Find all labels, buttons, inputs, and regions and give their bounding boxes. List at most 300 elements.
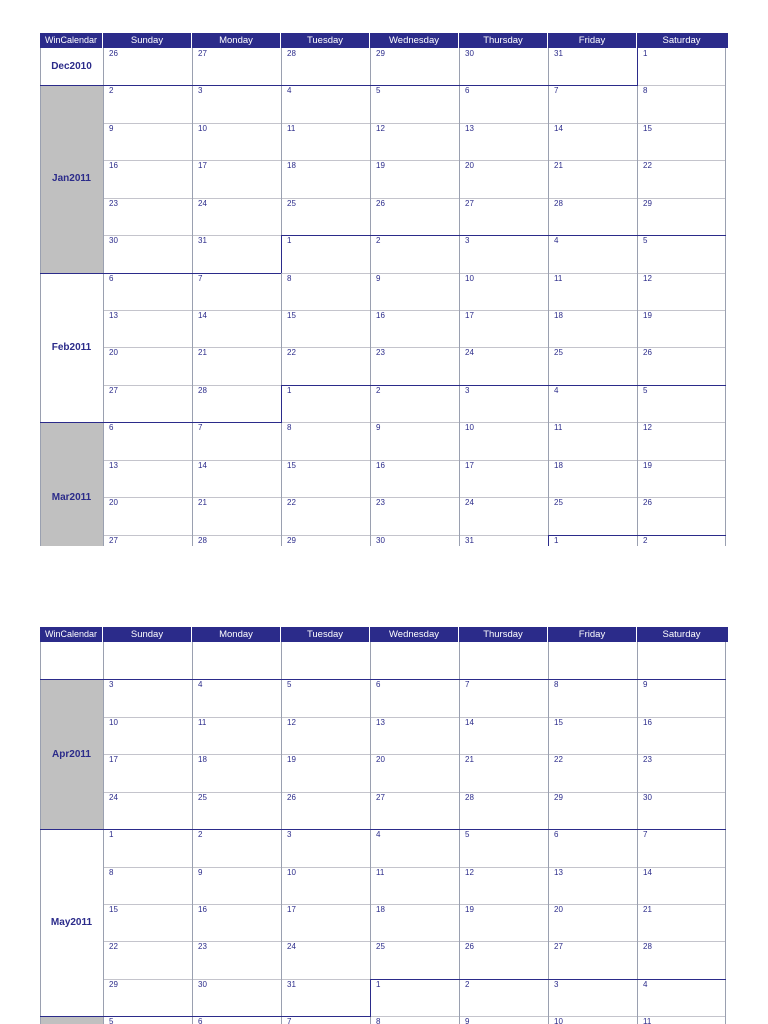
day-cell[interactable] [103, 160, 192, 197]
day-number: 10 [554, 1017, 563, 1024]
day-number: 31 [198, 236, 207, 246]
day-cell[interactable] [103, 979, 192, 1016]
row-divider [103, 754, 726, 755]
day-cell[interactable] [192, 829, 281, 866]
day-cell[interactable] [370, 310, 459, 347]
day-cell[interactable] [459, 235, 548, 272]
day-cell[interactable] [281, 198, 370, 235]
day-number: 15 [643, 123, 652, 133]
day-cell[interactable] [281, 347, 370, 384]
day-number: 10 [287, 867, 296, 877]
day-cell[interactable] [192, 979, 281, 1016]
day-number: 16 [643, 717, 652, 727]
day-cell[interactable] [103, 829, 192, 866]
day-cell[interactable] [637, 717, 726, 754]
calendar-block-1 [40, 33, 728, 546]
day-cell[interactable] [459, 867, 548, 904]
day-number: 15 [287, 311, 296, 320]
day-number: 12 [465, 867, 474, 877]
day-number: 29 [287, 535, 296, 545]
day-cell[interactable] [103, 422, 192, 459]
day-cell[interactable] [103, 198, 192, 235]
day-cell[interactable] [548, 829, 637, 866]
day-cell[interactable] [281, 904, 370, 941]
day-cell[interactable] [637, 273, 726, 310]
day-number: 2 [376, 236, 381, 246]
day-cell[interactable] [637, 535, 726, 546]
day-number: 8 [554, 680, 559, 690]
month-boundary [459, 385, 548, 386]
day-number: 3 [109, 680, 114, 690]
day-cell[interactable] [192, 347, 281, 384]
day-header-sunday: Sunday [103, 627, 192, 642]
day-cell[interactable] [370, 422, 459, 459]
day-cell[interactable] [548, 497, 637, 534]
day-number: 19 [376, 161, 385, 171]
day-cell[interactable] [370, 829, 459, 866]
day-number: 2 [376, 385, 381, 395]
day-cell[interactable] [192, 535, 281, 546]
day-cell[interactable] [103, 642, 192, 679]
day-header-monday: Monday [192, 33, 281, 48]
day-cell[interactable] [637, 347, 726, 384]
day-cell[interactable] [637, 941, 726, 978]
day-number: 10 [465, 423, 474, 433]
day-cell[interactable] [548, 347, 637, 384]
day-cell[interactable] [459, 123, 548, 160]
day-number: 12 [287, 717, 296, 727]
day-cell[interactable] [370, 979, 459, 1016]
day-cell[interactable] [192, 941, 281, 978]
day-cell[interactable] [281, 829, 370, 866]
day-cell[interactable] [459, 497, 548, 534]
day-header-monday: Monday [192, 627, 281, 642]
day-cell[interactable] [459, 679, 548, 716]
day-header-thursday: Thursday [459, 627, 548, 642]
day-number: 22 [109, 942, 118, 952]
day-cell[interactable] [103, 48, 192, 85]
day-cell[interactable] [548, 310, 637, 347]
day-cell[interactable] [459, 979, 548, 1016]
column-divider [192, 642, 193, 1024]
day-number: 27 [109, 535, 118, 545]
day-number: 12 [376, 123, 385, 133]
day-cell[interactable] [459, 642, 548, 679]
month-boundary [192, 85, 281, 86]
day-cell[interactable] [459, 85, 548, 122]
month-boundary [40, 273, 103, 274]
day-cell[interactable] [103, 460, 192, 497]
day-cell[interactable] [459, 904, 548, 941]
day-cell[interactable] [281, 941, 370, 978]
day-cell[interactable] [370, 235, 459, 272]
month-label: May2011 [40, 829, 103, 1016]
day-header-wednesday: Wednesday [370, 33, 459, 48]
day-cell[interactable] [192, 273, 281, 310]
day-cell[interactable] [281, 160, 370, 197]
day-cell[interactable] [637, 1016, 726, 1024]
day-cell[interactable] [637, 979, 726, 1016]
month-boundary [637, 535, 726, 536]
day-cell[interactable] [281, 422, 370, 459]
day-cell[interactable] [192, 792, 281, 829]
day-cell[interactable] [192, 754, 281, 791]
day-number: 21 [643, 905, 652, 914]
day-number: 28 [465, 792, 474, 802]
day-cell[interactable] [459, 941, 548, 978]
day-cell[interactable] [637, 385, 726, 422]
day-cell[interactable] [459, 198, 548, 235]
day-cell[interactable] [548, 123, 637, 160]
month-boundary [370, 979, 459, 980]
day-cell[interactable] [370, 754, 459, 791]
day-cell[interactable] [459, 792, 548, 829]
month-boundary [637, 829, 726, 830]
day-cell[interactable] [459, 422, 548, 459]
day-number: 9 [643, 680, 648, 690]
day-cell[interactable] [103, 717, 192, 754]
day-cell[interactable] [192, 717, 281, 754]
day-number: 6 [465, 86, 470, 96]
month-boundary [281, 679, 370, 680]
day-cell[interactable] [637, 198, 726, 235]
month-boundary [459, 679, 548, 680]
day-cell[interactable] [637, 160, 726, 197]
day-cell[interactable] [103, 347, 192, 384]
day-header-wednesday: Wednesday [370, 627, 459, 642]
month-boundary [370, 385, 459, 386]
month-boundary [548, 235, 637, 236]
day-cell[interactable] [459, 1016, 548, 1024]
day-cell[interactable] [192, 422, 281, 459]
day-cell[interactable] [192, 497, 281, 534]
day-cell[interactable] [103, 1016, 192, 1024]
day-number: 2 [465, 979, 470, 989]
day-cell[interactable] [370, 535, 459, 546]
day-cell[interactable] [281, 48, 370, 85]
day-cell[interactable] [370, 160, 459, 197]
day-cell[interactable] [192, 867, 281, 904]
day-number: 31 [465, 535, 474, 545]
month-boundary [637, 679, 726, 680]
day-cell[interactable] [281, 85, 370, 122]
day-cell[interactable] [103, 123, 192, 160]
month-boundary [281, 235, 282, 273]
day-number: 15 [109, 905, 118, 914]
day-cell[interactable] [103, 235, 192, 272]
day-cell[interactable] [103, 497, 192, 534]
month-boundary [548, 829, 637, 830]
day-cell[interactable] [192, 460, 281, 497]
day-number: 4 [554, 385, 559, 395]
day-cell[interactable] [281, 867, 370, 904]
day-cell[interactable] [370, 198, 459, 235]
day-cell[interactable] [637, 829, 726, 866]
day-number: 29 [376, 49, 385, 58]
day-cell[interactable] [370, 1016, 459, 1024]
day-number: 7 [554, 86, 559, 96]
day-cell[interactable] [548, 754, 637, 791]
day-number: 9 [109, 123, 114, 133]
day-cell[interactable] [103, 941, 192, 978]
day-number: 21 [198, 348, 207, 358]
day-cell[interactable] [192, 642, 281, 679]
day-cell[interactable] [548, 717, 637, 754]
day-number: 5 [376, 86, 381, 96]
day-number: 25 [554, 498, 563, 508]
month-boundary [548, 85, 637, 86]
day-cell[interactable] [370, 48, 459, 85]
day-cell[interactable] [103, 792, 192, 829]
day-cell[interactable] [281, 754, 370, 791]
day-cell[interactable] [370, 85, 459, 122]
day-number: 22 [287, 498, 296, 508]
day-cell[interactable] [370, 460, 459, 497]
day-cell[interactable] [548, 460, 637, 497]
month-boundary [192, 273, 281, 274]
day-cell[interactable] [192, 85, 281, 122]
day-cell[interactable] [459, 310, 548, 347]
day-cell[interactable] [548, 642, 637, 679]
day-number: 3 [198, 86, 203, 96]
day-cell[interactable] [370, 941, 459, 978]
month-boundary [459, 979, 548, 980]
day-number: 11 [643, 1017, 652, 1024]
day-cell[interactable] [192, 198, 281, 235]
day-cell[interactable] [281, 310, 370, 347]
day-cell[interactable] [637, 904, 726, 941]
day-cell[interactable] [459, 385, 548, 422]
day-number: 12 [643, 423, 652, 433]
brand-label: WinCalendar [40, 33, 103, 48]
day-number: 7 [198, 423, 203, 433]
column-divider [548, 48, 549, 546]
day-number: 15 [554, 717, 563, 727]
day-number: 31 [554, 49, 563, 58]
month-boundary [637, 235, 726, 236]
day-number: 8 [643, 86, 648, 96]
month-boundary [548, 535, 637, 536]
day-number: 18 [198, 755, 207, 765]
day-cell[interactable] [548, 679, 637, 716]
day-cell[interactable] [548, 792, 637, 829]
day-cell[interactable] [637, 48, 726, 85]
day-cell[interactable] [103, 679, 192, 716]
day-cell[interactable] [637, 754, 726, 791]
day-cell[interactable] [281, 273, 370, 310]
month-label [40, 642, 103, 679]
day-cell[interactable] [370, 347, 459, 384]
day-cell[interactable] [192, 160, 281, 197]
day-number: 2 [109, 86, 114, 96]
day-number: 5 [287, 680, 292, 690]
day-number: 14 [198, 311, 207, 320]
day-cell[interactable] [103, 535, 192, 546]
month-boundary [40, 422, 103, 423]
day-cell[interactable] [548, 867, 637, 904]
day-number: 28 [643, 942, 652, 952]
day-cell[interactable] [281, 1016, 370, 1024]
month-boundary [459, 85, 548, 86]
day-header-saturday: Saturday [662, 629, 701, 640]
day-cell[interactable] [459, 273, 548, 310]
day-cell[interactable] [103, 754, 192, 791]
day-cell[interactable] [281, 535, 370, 546]
day-cell[interactable] [637, 460, 726, 497]
day-cell[interactable] [548, 198, 637, 235]
day-cell[interactable] [548, 273, 637, 310]
day-number: 17 [287, 905, 296, 914]
day-number: 23 [109, 198, 118, 208]
day-cell[interactable] [548, 422, 637, 459]
day-cell[interactable] [281, 979, 370, 1016]
day-number: 28 [287, 49, 296, 58]
row-divider [103, 904, 726, 905]
day-cell[interactable] [281, 385, 370, 422]
day-cell[interactable] [103, 385, 192, 422]
day-cell[interactable] [192, 235, 281, 272]
day-number: 25 [198, 792, 207, 802]
day-number: 21 [198, 498, 207, 508]
day-number: 3 [554, 979, 559, 989]
day-cell[interactable] [548, 85, 637, 122]
day-number: 30 [198, 979, 207, 989]
month-label: Jan2011 [40, 85, 103, 272]
row-divider [103, 123, 726, 124]
day-cell[interactable] [103, 867, 192, 904]
row-divider [103, 310, 726, 311]
month-boundary [548, 679, 637, 680]
left-border [40, 48, 41, 546]
day-number: 8 [109, 867, 114, 877]
day-number: 17 [465, 460, 474, 470]
day-cell[interactable] [459, 717, 548, 754]
day-cell[interactable] [103, 310, 192, 347]
day-cell[interactable] [103, 273, 192, 310]
day-cell[interactable] [370, 123, 459, 160]
day-number: 5 [109, 1017, 114, 1024]
day-cell[interactable] [281, 123, 370, 160]
day-cell[interactable] [548, 904, 637, 941]
day-cell[interactable] [459, 754, 548, 791]
day-cell[interactable] [637, 123, 726, 160]
day-number: 4 [198, 680, 203, 690]
month-boundary [548, 979, 637, 980]
day-number: 17 [465, 311, 474, 320]
month-boundary [192, 422, 281, 423]
day-cell[interactable] [192, 904, 281, 941]
day-cell[interactable] [281, 679, 370, 716]
column-divider [192, 48, 193, 546]
day-number: 7 [198, 273, 203, 283]
day-header-tuesday: Tuesday [281, 33, 370, 48]
day-cell[interactable] [370, 273, 459, 310]
day-cell[interactable] [637, 422, 726, 459]
day-cell[interactable] [370, 717, 459, 754]
day-cell[interactable] [459, 160, 548, 197]
day-cell[interactable] [637, 679, 726, 716]
month-boundary [548, 385, 637, 386]
day-cell[interactable] [192, 48, 281, 85]
day-number: 1 [109, 830, 114, 840]
day-number: 22 [643, 161, 652, 171]
day-cell[interactable] [281, 235, 370, 272]
day-cell[interactable] [370, 385, 459, 422]
day-cell[interactable] [548, 48, 637, 85]
day-cell[interactable] [192, 123, 281, 160]
day-cell[interactable] [370, 642, 459, 679]
day-cell[interactable] [103, 85, 192, 122]
month-boundary [40, 679, 103, 680]
day-cell[interactable] [548, 535, 637, 546]
day-cell[interactable] [281, 792, 370, 829]
day-cell[interactable] [459, 829, 548, 866]
day-cell[interactable] [192, 1016, 281, 1024]
day-number: 26 [376, 198, 385, 208]
day-cell[interactable] [192, 679, 281, 716]
day-cell[interactable] [637, 497, 726, 534]
day-cell[interactable] [370, 497, 459, 534]
day-number: 11 [376, 867, 385, 877]
day-cell[interactable] [637, 792, 726, 829]
day-cell[interactable] [192, 385, 281, 422]
day-cell[interactable] [637, 642, 726, 679]
day-cell[interactable] [459, 535, 548, 546]
day-number: 25 [376, 942, 385, 952]
day-cell[interactable] [548, 979, 637, 1016]
day-cell[interactable] [192, 310, 281, 347]
day-cell[interactable] [281, 717, 370, 754]
day-cell[interactable] [370, 867, 459, 904]
day-cell[interactable] [548, 941, 637, 978]
day-cell[interactable] [370, 792, 459, 829]
day-cell[interactable] [637, 867, 726, 904]
day-cell[interactable] [103, 904, 192, 941]
day-cell[interactable] [637, 85, 726, 122]
day-number: 30 [465, 49, 474, 58]
day-cell[interactable] [281, 460, 370, 497]
brand-label: WinCalendar [40, 627, 103, 642]
day-cell[interactable] [281, 497, 370, 534]
day-cell[interactable] [637, 235, 726, 272]
day-cell[interactable] [459, 460, 548, 497]
month-boundary [281, 85, 370, 86]
column-divider [725, 642, 726, 1024]
day-number: 20 [376, 755, 385, 765]
day-cell[interactable] [459, 48, 548, 85]
row-divider [103, 460, 726, 461]
day-cell[interactable] [637, 310, 726, 347]
day-cell[interactable] [548, 235, 637, 272]
day-cell[interactable] [548, 160, 637, 197]
day-number: 25 [554, 348, 563, 358]
day-number: 5 [643, 236, 648, 246]
day-cell[interactable] [459, 347, 548, 384]
day-cell[interactable] [370, 904, 459, 941]
day-number: 18 [554, 460, 563, 470]
day-cell[interactable] [370, 679, 459, 716]
row-divider [103, 792, 726, 793]
day-cell[interactable] [548, 385, 637, 422]
month-boundary [637, 979, 726, 980]
column-divider [103, 48, 104, 546]
day-number: 23 [198, 942, 207, 952]
day-cell[interactable] [281, 642, 370, 679]
left-border [40, 642, 41, 1024]
day-cell[interactable] [548, 1016, 637, 1024]
month-label: Dec2010 [40, 48, 103, 85]
day-number: 19 [287, 755, 296, 765]
